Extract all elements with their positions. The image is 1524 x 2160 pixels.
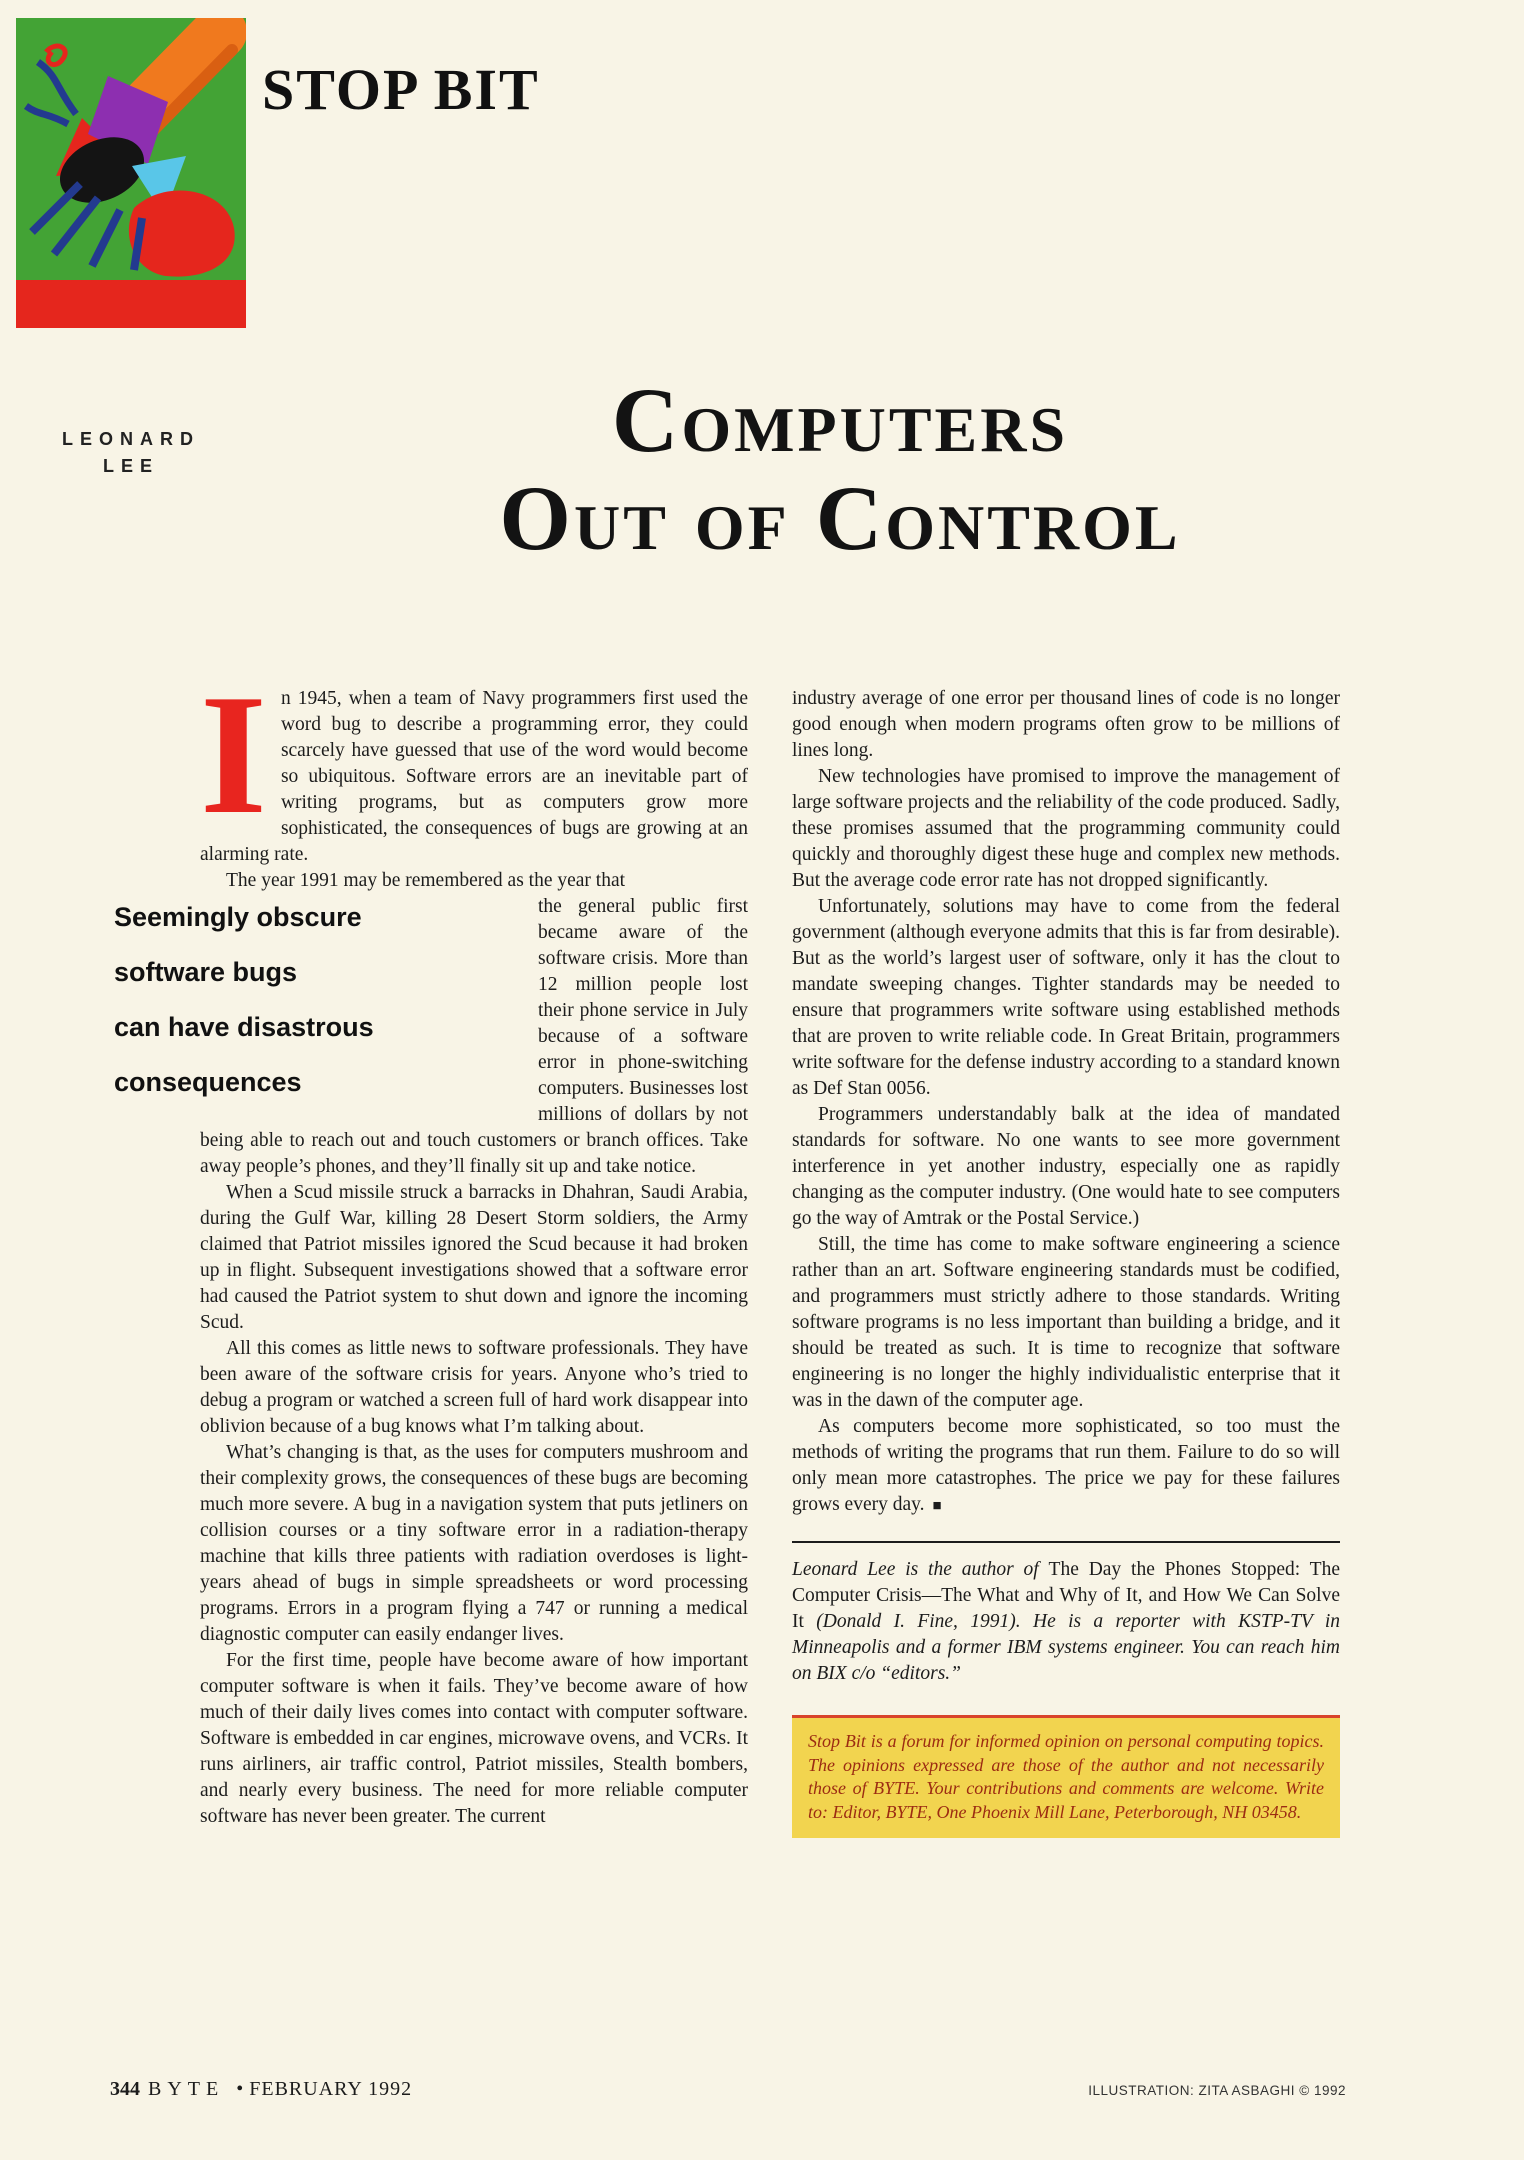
footer-folio — [110, 2078, 412, 2101]
paragraph: What’s changing is that, as the uses for computers mushroom and their complexity grows, the consequences of these bugs are becoming much more severe. A bug in a navigation system that puts jetliners on collision courses or a tiny software error in a radiation-therapy machine that kills three patients with radiation overdoses is light-years ahead of bugs in simple spreadsheets or word processing programs. Errors in a program flying a 747 or running a medical diagnostic computer can easily endanger lives. — [200, 1442, 748, 1645]
pull-quote-line: Seemingly obscure — [114, 902, 362, 932]
paragraph: All this comes as little news to software professionals. They have been aware of the software crisis for years. Anyone who’s tried to debug a program or watched a screen full of hard work disappear into oblivion because of a bug knows what I’m talking about. — [200, 1338, 748, 1437]
pull-quote-line: software bugs — [114, 957, 298, 988]
paragraph-text: As computers become more sophisticated, so too must the methods of writing the programs that run them. Failure to do so will only mean more catastrophes. The price we pay for these failures grows every day. — [792, 1416, 1340, 1515]
paragraph: For the first time, people have become aware of how important computer software is when it fails. They’ve become aware of how much of their daily lives comes into contact with computer software. Software is embedded in car engines, microwave ovens, and VCRs. It runs airliners, air traffic control, Patriot missiles, Stealth bombers, and nearly every business. The need for more reliable computer software has never been greater. The current — [200, 1650, 748, 1827]
bug-illustration-art — [16, 18, 246, 328]
issue-date: FEBRUARY 1992 — [249, 2078, 413, 2100]
illustration-credit: ILLUSTRATION: ZITA ASBAGHI © 1992 — [1088, 2083, 1346, 2098]
right-column — [792, 686, 1340, 1838]
article-title-line-2: Out of Control — [499, 466, 1181, 569]
magazine-name: BYTE — [148, 2078, 225, 2100]
paragraph-text: the general public first became aware of the software crisis. More than 12 million people lost their phone service in July because of a software error in phone-switching computers. Businesses lost millions of dollars by not being able to reach out and touch customers or branch offices. Take away people’s phones, and they’ll finally sit up and take notice. — [200, 896, 748, 1177]
bio-book-title: The Day the Phones Stopped: The Computer Crisis—The What and Why of It, and How We Can Solve It — [792, 1559, 1340, 1632]
paragraph: When a Scud missile struck a barracks in Dhahran, Saudi Arabia, during the Gulf War, killing 28 Desert Storm soldiers, the Army claimed that Patriot missiles ignored the Scud because it had broken up in flight. Subsequent investigations showed that a software error had caused the Patriot system to shut down and ignore the incoming Scud. — [200, 1182, 748, 1333]
left-column — [114, 660, 748, 1838]
paragraph-with-pullquote — [114, 894, 748, 1180]
article-body — [114, 660, 1340, 1838]
column-title: STOP BIT — [262, 57, 540, 122]
pull-quote — [114, 902, 512, 1104]
bio-text: Leonard Lee is the author of — [792, 1559, 1049, 1580]
page-footer — [110, 2078, 1346, 2101]
author-first-name: LEONARD — [62, 429, 200, 449]
paragraph: Unfortunately, solutions may have to come from the federal government (although everyone admits that this is far from desirable). But as the world’s largest user of software, only it has the clout to mandate sweeping changes. Tighter standards may be needed to ensure that programmers write software using established methods that are proven to write reliable code. In Great Britain, programmers write software for the defense industry according to a standard known as Def Stan 0056. — [792, 896, 1340, 1099]
paragraph-text: n 1945, when a team of Navy programmers first used the word bug to describe a programming error, they could scarcely have guessed that use of the word would become so ubiquitous. Software errors are an inevitable part of writing programs, but as computers grow more sophisticated, the consequences of bugs are growing at an alarming rate. — [200, 688, 748, 865]
paragraph: New technologies have promised to improve the management of large software projects and the reliability of the code produced. Sadly, these promises assumed that the programming community could quickly and thoroughly digest these huge and complex new methods. But the average code error rate has not dropped significantly. — [792, 766, 1340, 891]
article-title — [300, 369, 1380, 569]
paragraph: industry average of one error per thousand lines of code is no longer good enough when modern programs often grow to be millions of lines long. — [792, 688, 1340, 761]
paragraph: The year 1991 may be remembered as the year that — [226, 870, 626, 891]
paragraph: Still, the time has come to make software engineering a science rather than an art. Software engineering standards must be codified, and programmers must strictly adhere to those standards. Writing software programs is no less important than building a bridge, and it should be treated as such. It is time to recognize that software engineering is no longer the highly individualistic enterprise that it was in the dawn of the computer age. — [792, 1234, 1340, 1411]
paragraph — [792, 1414, 1340, 1519]
bio-text: (Donald I. Fine, 1991). He is a reporter with KSTP-TV in Minneapolis and a former IBM systems engineer. You can reach him on BIX c/o “editors.” — [792, 1611, 1340, 1684]
author-name — [16, 426, 246, 480]
page-number: 344 — [110, 2078, 140, 2100]
drop-cap: I — [200, 660, 267, 850]
pull-quote-line: can have disastrous — [114, 1012, 374, 1043]
pull-quote-line: consequences — [114, 1067, 302, 1098]
article-title-line-1: Computers — [611, 369, 1069, 471]
footer-separator: • — [236, 2078, 244, 2100]
bug-illustration — [16, 18, 246, 328]
author-last-name: LEE — [102, 456, 159, 476]
paragraph: Programmers understandably balk at the idea of mandated standards for software. No one wants to see more government interference in yet another industry, especially one as rapidly changing as the computer industry. (One would hate to see computers go the way of Amtrak or the Postal Service.) — [792, 1104, 1340, 1229]
author-bio — [792, 1541, 1340, 1687]
editorial-note: Stop Bit is a forum for informed opinion on personal computing topics. The opinions expressed are those of the author and not necessarily those of BYTE. Your contributions and comments are welcome. Write to: Editor, BYTE, One Phoenix Mill Lane, Peterborough, NH 03458. — [792, 1715, 1340, 1838]
end-of-article-mark: ■ — [932, 1498, 942, 1514]
paragraph — [200, 660, 748, 868]
